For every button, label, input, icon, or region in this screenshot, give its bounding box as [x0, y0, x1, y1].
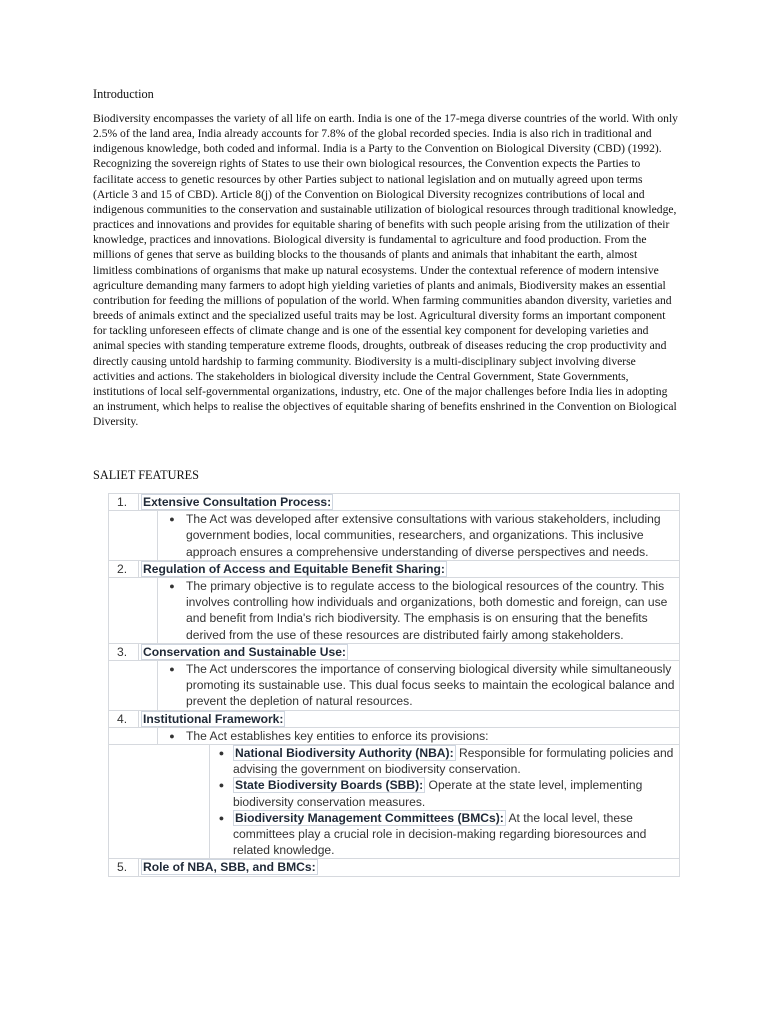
feature-point: ● The primary objective is to regulate access to the biological resources of the country. This involves controlling how individuals and organizations, both domestic and foreign, can use and benefit from India's rich biodiversity. The emphasis is on ensuring that the benefits derived from the use of these resources are distributed fairly among stakeholders. — [109, 578, 679, 644]
feature-point: ● The Act underscores the importance of conserving biological diversity while simultaneously promoting its sustainable use. This dual focus seeks to maintain the ecological balance and prevent the depletion of natural resources. — [109, 661, 679, 711]
feature-title: Regulation of Access and Equitable Benefit Sharing: — [143, 561, 445, 576]
intro-heading: Introduction — [93, 87, 154, 101]
feature-number: 4. — [109, 711, 139, 727]
feature-title: Conservation and Sustainable Use: — [143, 644, 346, 659]
bullet-icon: ● — [169, 664, 175, 675]
features-list — [108, 493, 680, 877]
institution-item: ● National Biodiversity Authority (NBA): Responsible for formulating policies and advising the government on biodiversity conservation. — [109, 745, 679, 777]
salient-features-heading: SALIET FEATURES — [93, 468, 200, 482]
bullet-icon: ● — [169, 514, 175, 525]
feature-number: 5. — [109, 859, 139, 875]
feature-number: 1. — [109, 494, 139, 510]
feature-row-4 — [109, 711, 679, 728]
bullet-icon: ● — [218, 748, 225, 759]
feature-title: Role of NBA, SBB, and BMCs: — [143, 860, 316, 875]
feature-row-2 — [109, 561, 679, 578]
feature-number: 3. — [109, 644, 139, 660]
feature-row-1 — [109, 493, 679, 511]
feature-title: Extensive Consultation Process: — [143, 495, 332, 509]
intro-paragraph: Biodiversity encompasses the variety of all life on earth. India is one of the 17-mega diverse countries of the world. With only 2.5% of the land area, India already accounts for 7.8% of the global recorded species. India is also rich in traditional and indigenous knowledge, both coded and informal. India is a Party to the Convention on Biological Diversity (CBD) (1992). Recognizing the sovereign rights of States to use their own biological resources, the Convention expects the Parties to facilitate access to genetic resources by other Parties subject to national legislation and on mutually agreed upon terms (Article 3 and 15 of CBD). Article 8(j) of the Convention on Biological Diversity recognizes contributions of local and indigenous communities to the conservation and sustainable utilization of biological resources through traditional knowledge, practices and innovations and provides for equitable sharing of benefits with such people arising from the utilization of their knowledge, practices and innovations. Biological diversity is fundamental to agriculture and food production. From the millions of genes that serve as building blocks to the thousands of plants and animals that inhabitant the earth, almost limitless combinations of organisms that make up natural ecosystems. Under the contextual reference of modern intensive agriculture demanding many farmers to adopt high yielding varieties of plants and animals, Biodiversity makes an essential contribution for feeding the millions of population of the world. When farming communities abandon diversity, varieties and breeds of animals extinct and the specialized useful traits may be lost. Agricultural diversity forms an important component for tackling unforeseen effects of climate change and is one of the essential key component for developing varieties and animal species with standing temperature extreme floods, droughts, outbreak of diseases reducing the crop productivity and directly causing untold hardship to farming community. Biodiversity is a multi-disciplinary subject involving diverse activities and actions. The stakeholders in biological diversity include the Central Government, State Governments, institutions of local self-governmental organizations, industry, etc. One of the major challenges before India lies in adopting an instrument, which helps to realise the objectives of equitable sharing of benefits enshrined in the Convention on Biological Diversity. — [93, 112, 678, 429]
institution-item: ● Biodiversity Management Committees (BMCs): At the local level, these committees play a crucial role in decision-making regarding bioresources and related knowledge. — [109, 810, 679, 859]
bullet-icon: ● — [218, 780, 225, 791]
institution-item: ● State Biodiversity Boards (SBB): Operate at the state level, implementing biodiversity conservation measures. — [109, 777, 679, 809]
bullet-icon: ● — [218, 812, 225, 823]
feature-title: Institutional Framework: — [143, 711, 284, 726]
feature-row-3 — [109, 644, 679, 661]
feature-number: 2. — [109, 561, 139, 577]
feature-point: ● The Act establishes key entities to enforce its provisions: — [109, 728, 679, 745]
bullet-icon: ● — [169, 581, 175, 592]
institution-list — [109, 745, 679, 859]
feature-point: ● The Act was developed after extensive consultations with various stakeholders, including government bodies, local communities, researchers, and organizations. This inclusive approach ensures a comprehensive understanding of diverse perspectives and needs. — [109, 511, 679, 561]
feature-row-5 — [109, 859, 679, 876]
bullet-icon: ● — [169, 730, 175, 741]
